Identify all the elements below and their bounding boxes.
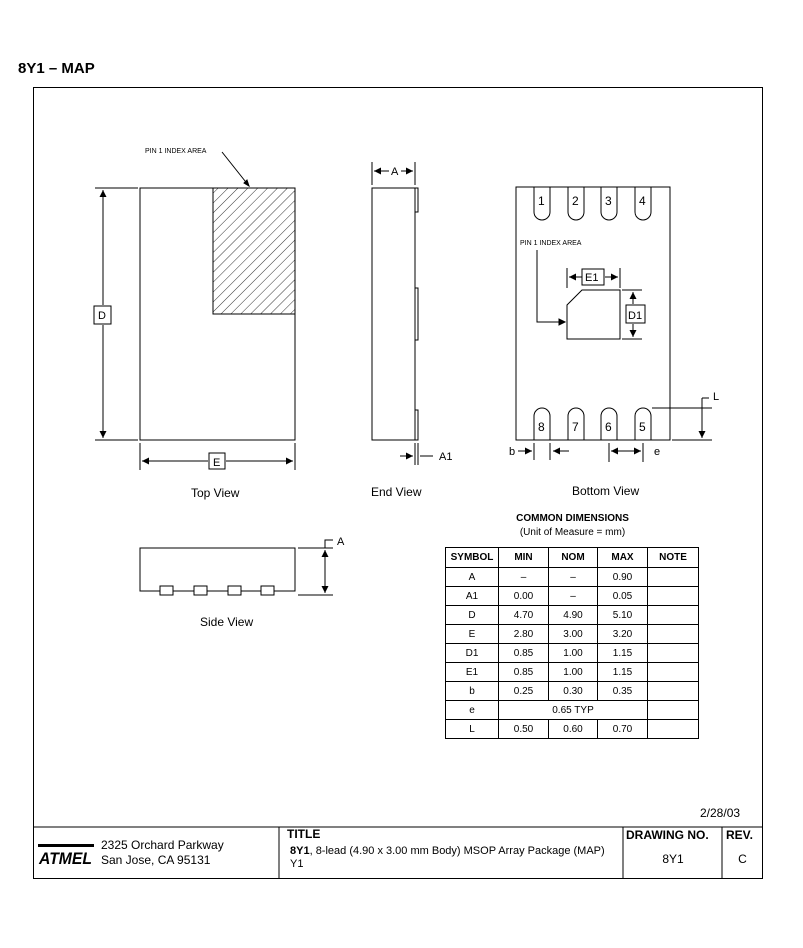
cell [648,663,699,682]
cell: 0.05 [598,587,648,606]
dimensions-title: COMMON DIMENSIONS [516,513,629,524]
table-row [446,701,699,720]
dimensions-subtitle: (Unit of Measure = mm) [519,527,626,538]
title-description: , 8-lead (4.90 x 3.00 mm Body) MSOP Array Package (MAP) Y1 [290,845,605,870]
pin-label: 4 [639,194,646,208]
bottom-pin1-label: PIN 1 INDEX AREA [520,240,582,247]
cell: 2.80 [499,625,549,644]
dim-e-label: E [213,457,221,469]
drawing-no: 8Y1 [662,852,684,866]
cell: 0.65 TYP [499,701,648,720]
col-max: MAX [598,548,648,568]
drawing-no-label: DRAWING NO. [626,828,709,842]
table-row [446,568,699,587]
rev-value: C [738,852,747,866]
cell: 5.10 [598,606,648,625]
cell [648,625,699,644]
cell: D1 [446,644,499,663]
cell: A1 [446,587,499,606]
logo-text: ATMEL [38,849,92,868]
cell: 1.15 [598,644,648,663]
side-a-label: A [337,536,345,548]
cell: 4.70 [499,606,549,625]
table-row [446,644,699,663]
cell: b [446,682,499,701]
cell [648,682,699,701]
col-min: MIN [499,548,549,568]
top-view-label: Top View [191,486,240,500]
cell [648,644,699,663]
cell: 3.20 [598,625,648,644]
col-symbol: SYMBOL [446,548,499,568]
address-line: San Jose, CA 95131 [101,853,211,867]
cell: e [446,701,499,720]
cell [648,606,699,625]
cell: – [549,587,598,606]
pin-label: 6 [605,420,612,434]
cell: 1.15 [598,663,648,682]
atmel-logo [38,842,94,868]
cell: 0.00 [499,587,549,606]
dim-d-label: D [98,310,106,322]
cell: 0.50 [499,720,549,739]
cell: – [549,568,598,587]
top-view [94,152,295,470]
table-row [446,682,699,701]
cell: A [446,568,499,587]
cell: 0.85 [499,644,549,663]
top-pin1-label: PIN 1 INDEX AREA [145,148,207,155]
dimensions-table [445,547,699,739]
dim-pitch-label: e [654,446,661,458]
pin1-index-hatch [213,188,295,314]
table-row [446,663,699,682]
cell [648,701,699,720]
dim-b-label: b [509,446,516,458]
pin-label: 7 [572,420,579,434]
page-heading: 8Y1 – MAP [18,60,95,77]
end-a-label: A [391,166,399,178]
cell: 0.70 [598,720,648,739]
side-view [140,540,333,595]
cell: 0.60 [549,720,598,739]
address-line: 2325 Orchard Parkway [101,838,224,852]
col-note: NOTE [648,548,699,568]
cell: D [446,606,499,625]
dim-d1-label: D1 [628,310,643,322]
cell [648,568,699,587]
rev-label: REV. [726,828,753,842]
end-a1-label: A1 [439,451,453,463]
bottom-view-label: Bottom View [572,484,640,498]
drawing-date: 2/28/03 [700,806,741,820]
pin-label: 5 [639,420,646,434]
cell: 0.90 [598,568,648,587]
cell: 4.90 [549,606,598,625]
table-row [446,625,699,644]
cell: 0.85 [499,663,549,682]
dim-e1-label: E1 [585,272,599,284]
cell: 3.00 [549,625,598,644]
cell: E [446,625,499,644]
table-row [446,606,699,625]
title-part-code: 8Y1 [290,845,310,857]
pin-label: 2 [572,194,579,208]
pin-label: 1 [538,194,545,208]
end-view [372,162,433,465]
cell: 1.00 [549,644,598,663]
pin-label: 3 [605,194,612,208]
end-view-label: End View [371,485,422,499]
cell: E1 [446,663,499,682]
table-row [446,720,699,739]
cell: L [446,720,499,739]
cell: 1.00 [549,663,598,682]
cell: 0.25 [499,682,549,701]
drawing-title [290,845,620,871]
cell: 0.35 [598,682,648,701]
table-row [446,587,699,606]
cell: – [499,568,549,587]
dim-l-label: L [713,391,720,403]
table-header-row [446,548,699,568]
company-address [101,838,224,868]
cell [648,587,699,606]
bottom-view [516,187,712,462]
side-view-label: Side View [200,615,254,629]
col-nom: NOM [549,548,598,568]
title-label: TITLE [287,827,321,841]
cell: 0.30 [549,682,598,701]
pin-label: 8 [538,420,545,434]
cell [648,720,699,739]
